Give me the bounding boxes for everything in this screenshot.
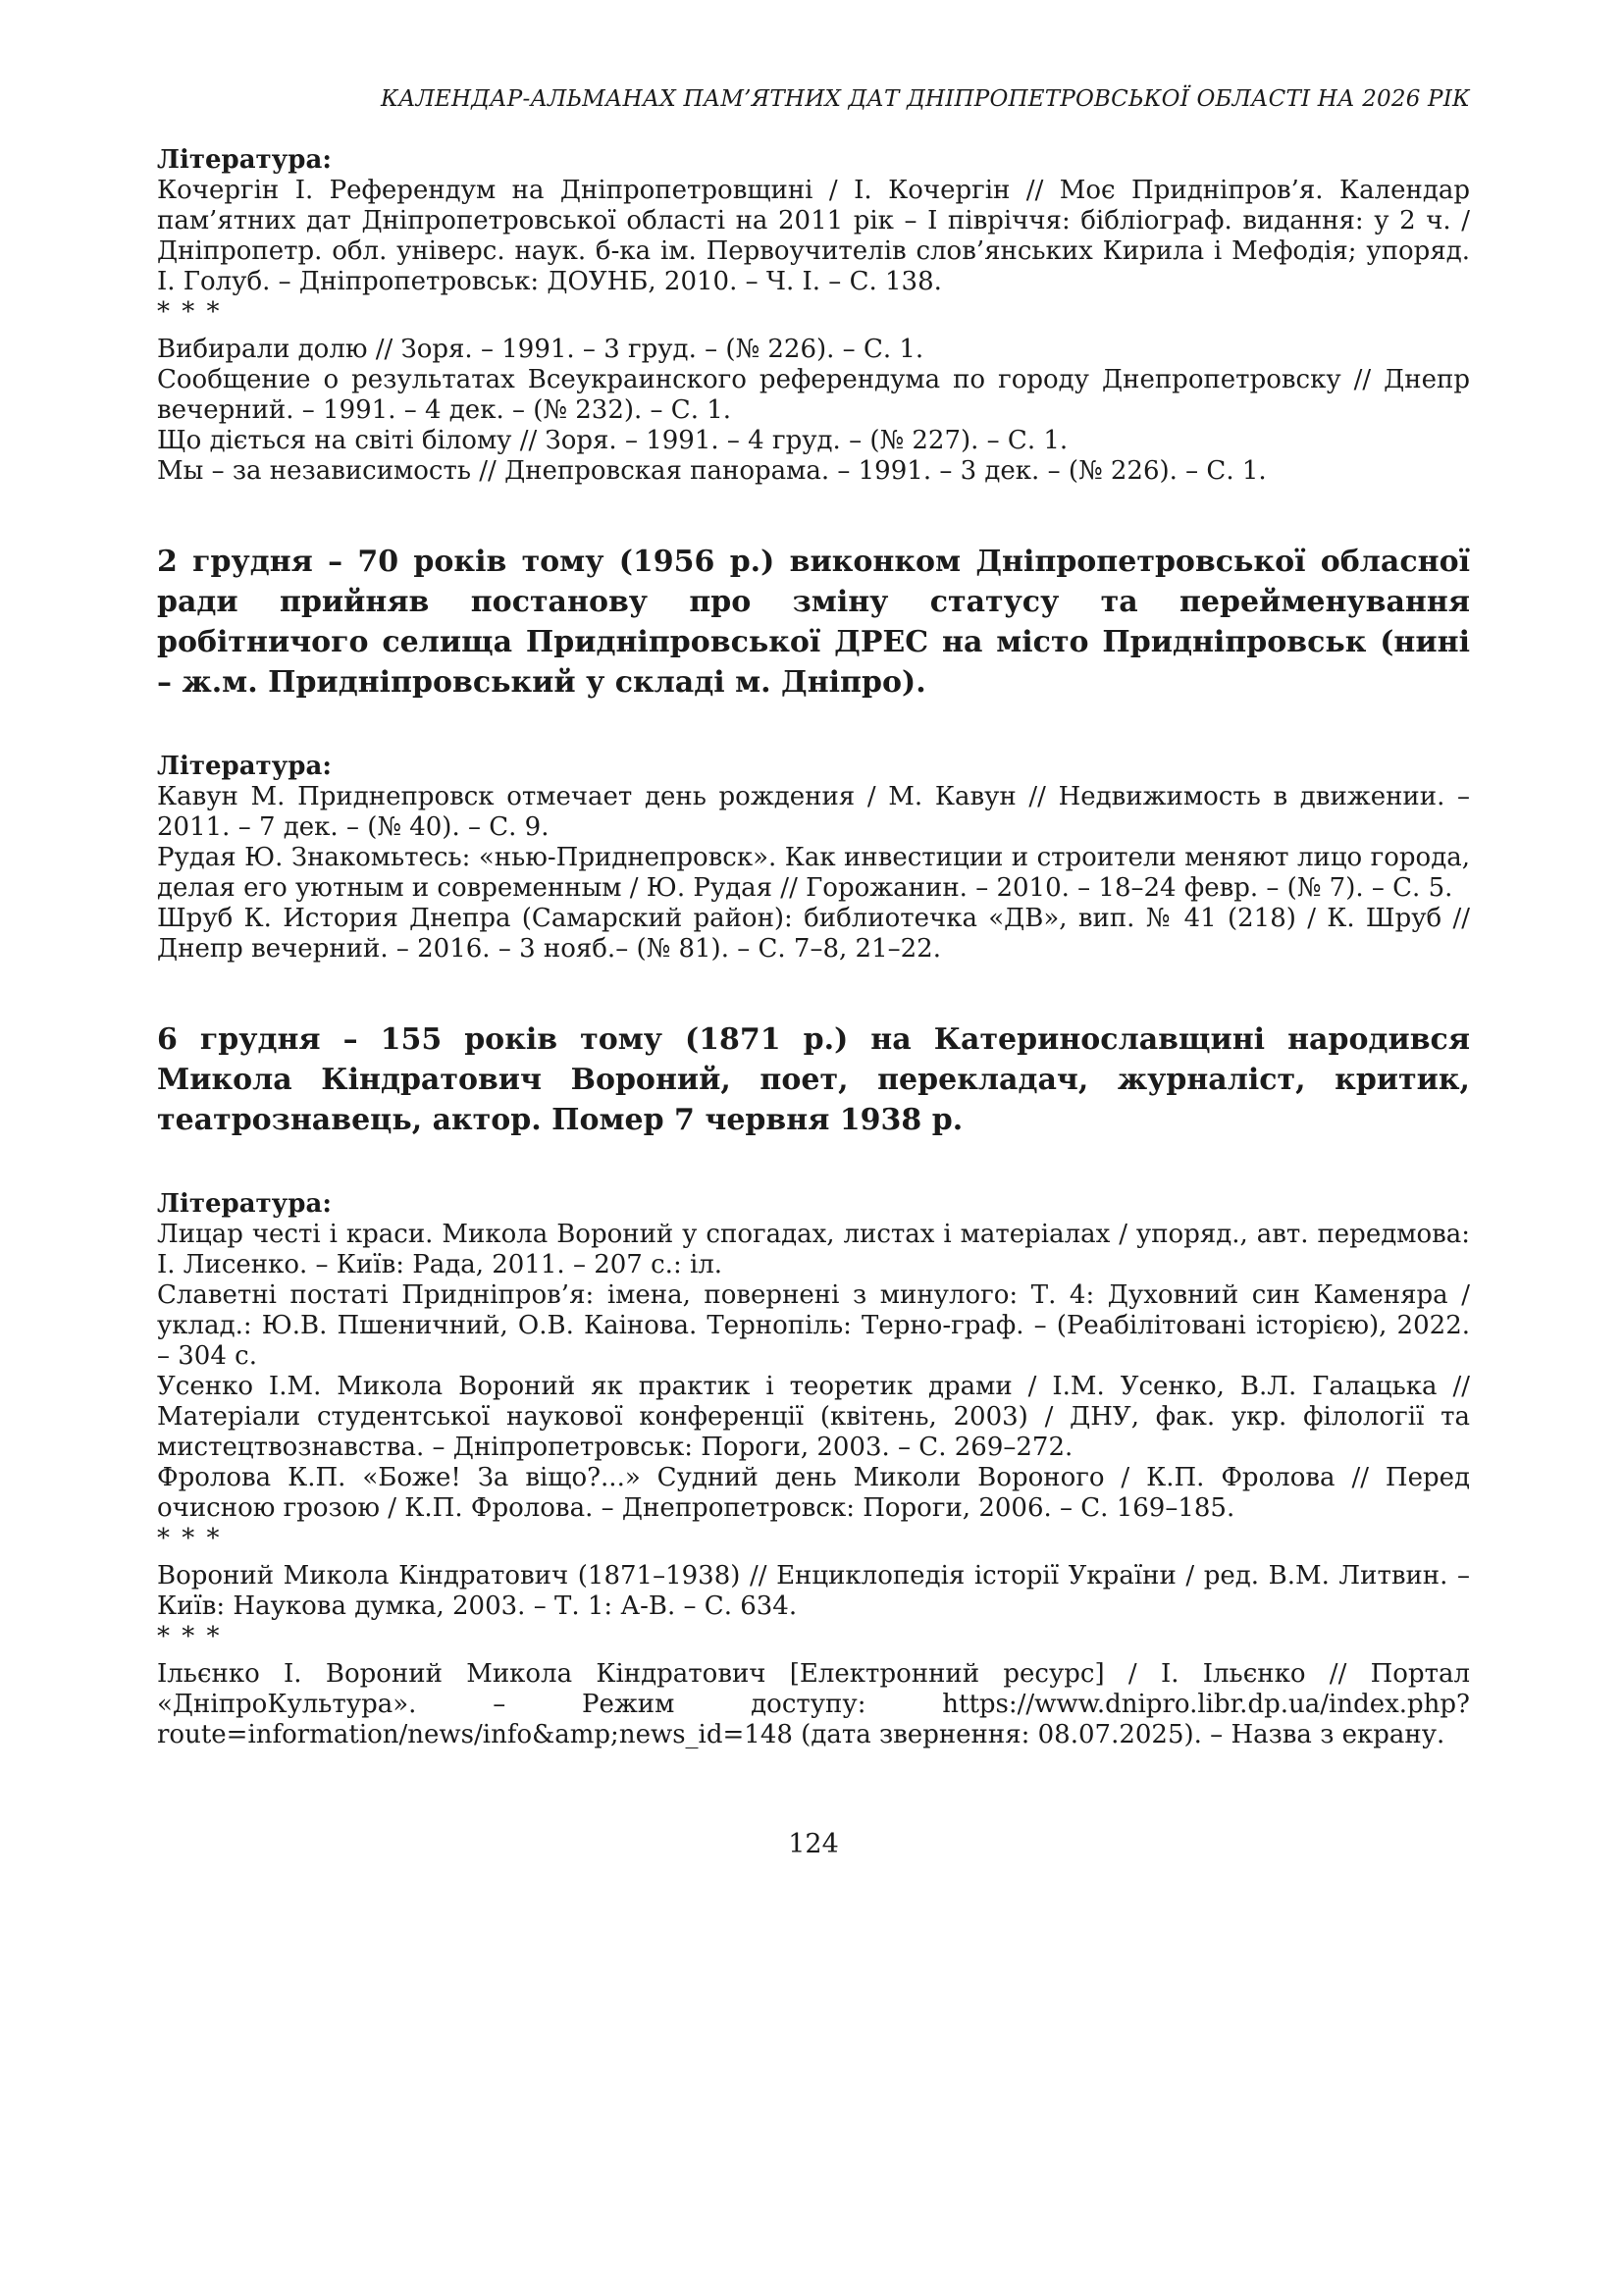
literature-heading: Література:: [157, 1189, 332, 1219]
bibliography-entry: Усенко І.М. Микола Вороний як практик і теоретик драми / І.М. Усенко, В.Л. Галацька // Матеріали студентської наукової конференції (квітень, 2003) / ДНУ, фак. укр. філології та мистецтвознавства. – Дніпропетровськ: Пороги, 2003. – С. 269–272.: [157, 1372, 1470, 1462]
bibliography-entry: Фролова К.П. «Боже! За віщо?...» Судний день Миколи Вороного / К.П. Фролова // Перед очисною грозою / К.П. Фролова. – Днепропетровск: Пороги, 2006. – С. 169–185.: [157, 1463, 1470, 1523]
bibliography-entry: Мы – за независимость // Днепровская панорама. – 1991. – 3 дек. – (№ 226). – С. 1.: [157, 456, 1267, 486]
bibliography-entry: Вороний Микола Кіндратович (1871–1938) // Енциклопедія історії України / ред. В.М. Литвин. – Київ: Наукова думка, 2003. – Т. 1: А-В. – С. 634.: [157, 1561, 1470, 1621]
bibliography-entry: Славетні постаті Придніпров’я: імена, повернені з минулого: Т. 4: Духовний син Каменяра / уклад.: Ю.В. Пшеничний, О.В. Каінова. Тернопіль: Терно-граф. – (Реабілітовані історією), 2022. – 304 с.: [157, 1280, 1470, 1371]
bibliography-entry: Ільєнко І. Вороний Микола Кіндратович [Електронний ресурс] / І. Ільєнко // Портал «ДніпроКультура». – Режим доступу: https://www.dnipro.libr.dp.ua/index.php?route=information/news/info&amp;news_id=148 (дата звернення: 08.07.2025). – Назва з екрану.: [157, 1659, 1470, 1749]
bibliography-entry: Що діється на світі білому // Зоря. – 1991. – 4 груд. – (№ 227). – С. 1.: [157, 426, 1069, 455]
running-header: КАЛЕНДАР-АЛЬМАНАХ ПАМ’ЯТНИХ ДАТ ДНІПРОПЕТРОВСЬКОЇ ОБЛАСТІ НА 2026 РІК: [381, 86, 1470, 112]
literature-heading: Література:: [157, 752, 332, 781]
bibliography-entry: Кочергін І. Референдум на Дніпропетровщині / І. Кочергін // Моє Придніпров’я. Календар пам’ятних дат Дніпропетровської області на 2011 рік – І півріччя: бібліограф. видання: у 2 ч. / Дніпропетр. обл. універс. наук. б-ка ім. Первоучителів слов’янських Кирила і Мефодія; упоряд. І. Голуб. – Дніпропетровськ: ДОУНБ, 2010. – Ч. І. – С. 138.: [157, 176, 1470, 296]
bibliography-entry: Рудая Ю. Знакомьтесь: «нью-Приднепровск». Как инвестиции и строители меняют лицо города, делая его уютным и современным / Ю. Рудая // Горожанин. – 2010. – 18–24 февр. – (№ 7). – С. 5.: [157, 843, 1470, 903]
section-referendum-literature: [157, 145, 1470, 487]
asterisk-separator: * * *: [157, 297, 222, 327]
page-number: 124: [788, 1829, 839, 1859]
event-heading-december-2: 2 грудня – 70 років тому (1956 р.) виконком Дніпропетровської обласної ради прийняв постанову про зміну статусу та перейменування робітничого селища Придніпровської ДРЕС на місто Придніпровськ (нині – ж.м. Придніпровський у складі м. Дніпро).: [157, 545, 1470, 700]
section-voronyi-literature: [157, 1189, 1470, 1750]
section-prydniprovsk-literature: [157, 752, 1470, 965]
bibliography-entry: Лицар честі і краси. Микола Вороний у спогадах, листах і матеріалах / упоряд., авт. передмова: І. Лисенко. – Київ: Рада, 2011. – 207 с.: іл.: [157, 1220, 1470, 1279]
asterisk-separator: * * *: [157, 1622, 222, 1651]
event-heading-december-6: 6 грудня – 155 років тому (1871 р.) на Катеринославщині народився Микола Кіндратович Вороний, поет, перекладач, журналіст, критик, театрознавець, актор. Помер 7 червня 1938 р.: [157, 1022, 1470, 1137]
bibliography-entry: Кавун М. Приднепровск отмечает день рождения / М. Кавун // Недвижимость в движении. – 2011. – 7 дек. – (№ 40). – С. 9.: [157, 782, 1470, 842]
bibliography-entry: Сообщение о результатах Всеукраинского референдума по городу Днепропетровску // Днепр вечерний. – 1991. – 4 дек. – (№ 232). – С. 1.: [157, 365, 1470, 425]
asterisk-separator: * * *: [157, 1524, 222, 1553]
literature-heading: Література:: [157, 145, 332, 175]
bibliography-entry: Вибирали долю // Зоря. – 1991. – 3 груд. – (№ 226). – С. 1.: [157, 335, 924, 364]
bibliography-entry: Шруб К. История Днепра (Самарский район): библиотечка «ДВ», вип. № 41 (218) / К. Шруб // Днепр вечерний. – 2016. – 3 нояб.– (№ 81). – С. 7–8, 21–22.: [157, 904, 1470, 964]
